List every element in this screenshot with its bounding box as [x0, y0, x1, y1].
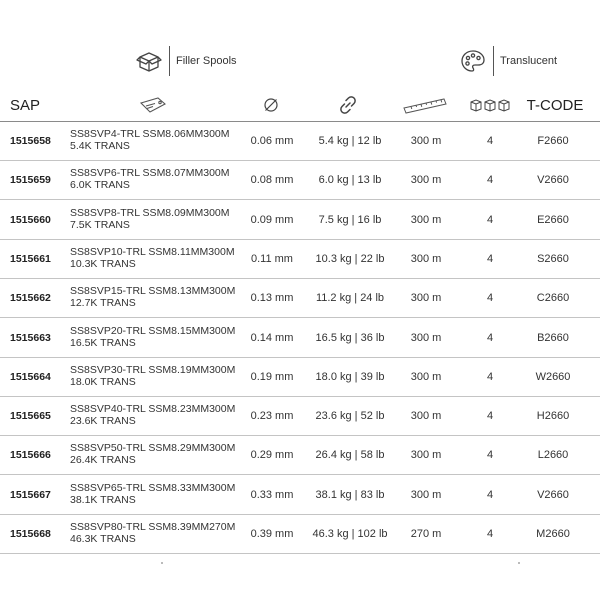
length-value: 300 m: [410, 252, 442, 265]
article-description: [70, 246, 245, 270]
length-value: 300 m: [410, 331, 442, 344]
length-value: 300 m: [410, 135, 442, 147]
quantity-value: 4: [486, 174, 494, 187]
breaking-strength-value: 23.6 kg | 52 lb: [315, 410, 385, 423]
article-line-2: 46.3K TRANS: [70, 533, 136, 545]
tcode-value: V2660: [537, 174, 569, 187]
table-row: [0, 515, 600, 554]
quantity-value: 4: [486, 331, 494, 344]
article-description: [70, 403, 245, 427]
breaking-strength-value: 16.5 kg | 36 lb: [315, 331, 385, 344]
article-line-2: 23.6K TRANS: [70, 415, 136, 428]
article-line-2: 10.3K TRANS: [70, 257, 136, 270]
article-line-2: 38.1K TRANS: [70, 493, 136, 506]
palette-icon: [458, 46, 488, 76]
article-line-1: SS8SVP65-TRL SSM8.33MM300M: [70, 481, 236, 494]
article-line-2: 12.7K TRANS: [70, 297, 136, 310]
length-value: 300 m: [410, 292, 442, 305]
article-line-1: SS8SVP50-TRL SSM8.29MM300M: [70, 442, 236, 455]
length-value: 300 m: [410, 174, 442, 187]
quantity-value: 4: [486, 410, 494, 423]
table-row: [0, 122, 600, 161]
quantity-value: 4: [486, 213, 494, 226]
breaking-strength-value: 5.4 kg | 12 lb: [318, 135, 382, 147]
ruler-icon: [401, 90, 449, 120]
sap-number: 1515662: [10, 292, 51, 305]
diameter-value: 0.06 mm: [250, 135, 294, 147]
article-line-2: 5.4K TRANS: [70, 140, 130, 152]
article-line-1: SS8SVP4-TRL SSM8.06MM300M: [70, 128, 230, 140]
article-description: [70, 442, 245, 466]
article-description: [70, 167, 245, 191]
diameter-value: 0.13 mm: [250, 292, 294, 305]
tcode-value: E2660: [537, 213, 569, 226]
table-row: [0, 436, 600, 475]
table-row: [0, 279, 600, 318]
length-value: 300 m: [410, 449, 442, 462]
tcode-value: W2660: [535, 370, 571, 383]
feature-divider: [493, 46, 494, 76]
article-line-2: 6.0K TRANS: [70, 179, 130, 192]
breaking-strength-value: 26.4 kg | 58 lb: [315, 449, 385, 462]
chain-link-icon: [330, 90, 366, 120]
article-description: [70, 521, 245, 545]
tcode-value: B2660: [537, 331, 569, 344]
box-icon: [134, 46, 164, 76]
table-row: [0, 240, 600, 279]
diameter-value: 0.19 mm: [250, 370, 294, 383]
sap-number: 1515666: [10, 449, 51, 462]
tcode-value: H2660: [536, 410, 570, 423]
feature-label: Translucent: [500, 55, 558, 67]
article-description: [70, 207, 245, 231]
article-line-1: SS8SVP10-TRL SSM8.11MM300M: [70, 245, 235, 258]
breaking-strength-value: 7.5 kg | 16 lb: [318, 213, 382, 226]
column-header-sap: SAP: [10, 96, 41, 114]
article-description: [70, 128, 245, 152]
sap-number: 1515660: [10, 213, 51, 226]
boxes-icon: [468, 90, 514, 120]
breaking-strength-value: 46.3 kg | 102 lb: [312, 528, 388, 540]
sap-number: 1515661: [10, 252, 51, 265]
sap-number: 1515664: [10, 370, 51, 383]
length-value: 270 m: [410, 528, 442, 540]
table-row: [0, 161, 600, 200]
article-line-2: 26.4K TRANS: [70, 454, 136, 467]
diameter-icon: [256, 90, 286, 120]
table-row: [0, 358, 600, 397]
breaking-strength-value: 6.0 kg | 13 lb: [318, 174, 382, 187]
diameter-value: 0.09 mm: [250, 213, 294, 226]
length-value: 300 m: [410, 370, 442, 383]
tcode-value: L2660: [537, 449, 569, 462]
article-line-1: SS8SVP40-TRL SSM8.23MM300M: [70, 403, 236, 416]
column-header-row: [0, 90, 600, 122]
sap-number: 1515667: [10, 488, 51, 501]
sap-number: 1515663: [10, 331, 51, 344]
length-value: 300 m: [410, 410, 442, 423]
table-row: [0, 319, 600, 358]
bottom-marks: [0, 562, 600, 566]
feature-label: Filler Spools: [176, 55, 237, 67]
tcode-value: V2660: [537, 488, 569, 501]
article-line-1: SS8SVP8-TRL SSM8.09MM300M: [70, 206, 230, 219]
sap-number: 1515659: [10, 174, 51, 187]
diameter-value: 0.11 mm: [251, 252, 293, 265]
article-description: [70, 325, 245, 349]
feature-divider: [169, 46, 170, 76]
sap-number: 1515665: [10, 410, 51, 423]
diameter-value: 0.08 mm: [250, 174, 294, 187]
quantity-value: 4: [486, 488, 494, 501]
article-line-1: SS8SVP30-TRL SSM8.19MM300M: [70, 363, 236, 376]
diameter-value: 0.39 mm: [250, 528, 294, 540]
article-description: [70, 364, 245, 388]
article-line-2: 18.0K TRANS: [70, 375, 136, 388]
quantity-value: 4: [486, 370, 494, 383]
feature-translucent: [458, 44, 557, 78]
breaking-strength-value: 18.0 kg | 39 lb: [315, 370, 385, 383]
article-description: [70, 482, 245, 506]
article-line-2: 7.5K TRANS: [70, 218, 130, 231]
article-line-1: SS8SVP20-TRL SSM8.15MM300M: [70, 324, 236, 337]
breaking-strength-value: 38.1 kg | 83 lb: [315, 488, 385, 501]
quantity-value: 4: [486, 252, 494, 265]
diameter-value: 0.33 mm: [250, 488, 294, 501]
feature-filler-spools: [134, 44, 237, 78]
tcode-value: M2660: [536, 528, 570, 540]
length-value: 300 m: [410, 488, 442, 501]
diameter-value: 0.29 mm: [250, 449, 294, 462]
table-row: [0, 397, 600, 436]
breaking-strength-value: 10.3 kg | 22 lb: [315, 252, 385, 265]
table-row: [0, 201, 600, 240]
quantity-value: 4: [486, 528, 494, 540]
breaking-strength-value: 11.2 kg | 24 lb: [315, 292, 385, 305]
article-line-1: SS8SVP6-TRL SSM8.07MM300M: [70, 167, 230, 180]
article-line-1: SS8SVP15-TRL SSM8.13MM300M: [70, 285, 236, 298]
sap-number: 1515668: [10, 528, 51, 540]
diameter-value: 0.23 mm: [250, 410, 294, 423]
length-value: 300 m: [410, 213, 442, 226]
article-line-2: 16.5K TRANS: [70, 336, 136, 349]
article-description: [70, 285, 245, 309]
tcode-value: S2660: [537, 252, 569, 265]
diameter-value: 0.14 mm: [250, 331, 294, 344]
quantity-value: 4: [486, 135, 494, 147]
price-tag-icon: [135, 90, 171, 120]
quantity-value: 4: [486, 449, 494, 462]
column-header-tcode: T-CODE: [526, 96, 584, 114]
tcode-value: F2660: [537, 135, 569, 147]
sap-number: 1515658: [10, 135, 51, 147]
tcode-value: C2660: [536, 292, 570, 305]
row-divider: [0, 553, 600, 554]
article-line-1: SS8SVP80-TRL SSM8.39MM270M: [70, 521, 236, 533]
quantity-value: 4: [486, 292, 494, 305]
table-row: [0, 476, 600, 515]
feature-header: [0, 0, 600, 90]
